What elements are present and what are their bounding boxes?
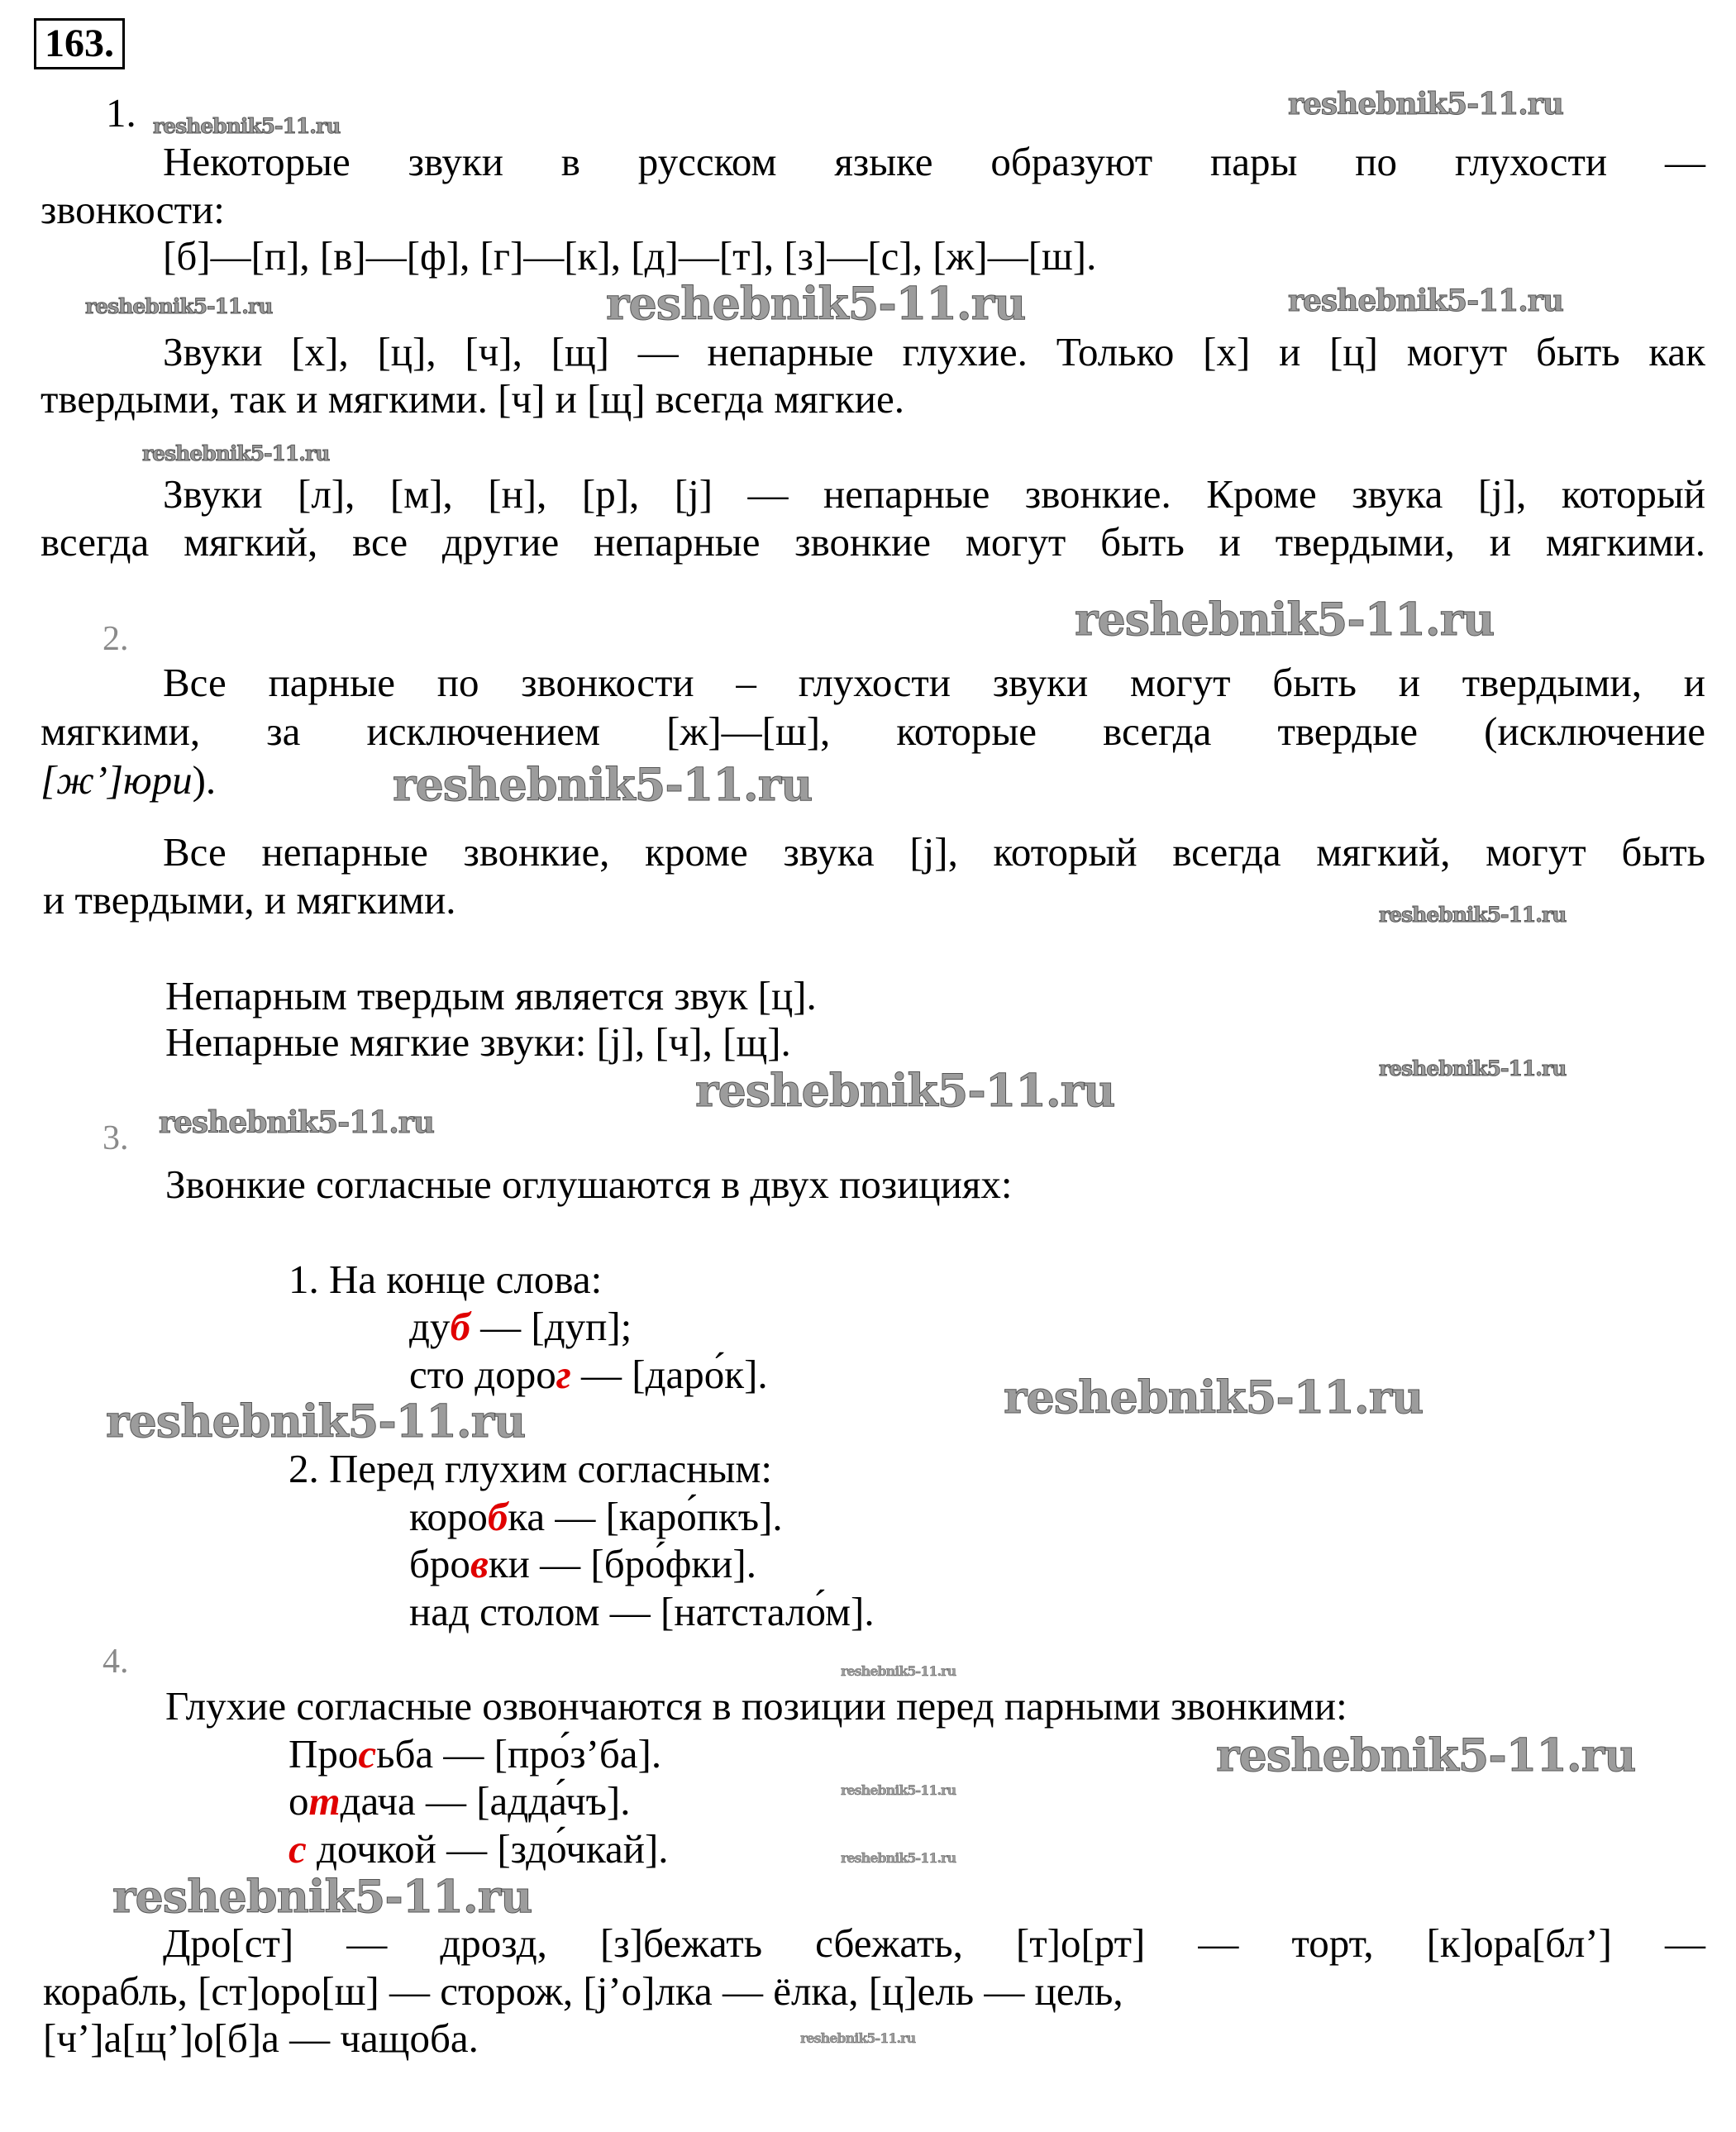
highlight-letter: т	[308, 1778, 341, 1824]
watermark: reshebnik5-11.ru	[1004, 1371, 1424, 1424]
watermark: reshebnik5-11.ru	[606, 277, 1026, 330]
paragraph-line: Все непарные звонкие, кроме звука [j], который всегда мягкий, могут быть	[163, 829, 1705, 875]
example	[289, 1731, 661, 1777]
text: ).	[192, 757, 217, 803]
section-number: 2.	[103, 620, 129, 658]
example	[409, 1589, 875, 1635]
watermark: reshebnik5-11.ru	[841, 1850, 956, 1866]
list-item-heading: 1. На конце слова:	[289, 1257, 603, 1302]
section-intro: Звонкие согласные оглушаются в двух позициях:	[165, 1161, 1013, 1207]
paragraph-line: всегда мягкий, все другие непарные звонкие могут быть и твердыми, и мягкими.	[41, 519, 1705, 565]
paragraph-line	[41, 757, 216, 804]
highlight-letter: б	[450, 1304, 470, 1349]
text: — [дуп];	[470, 1304, 632, 1349]
example	[409, 1494, 783, 1540]
text: ьба — [про́з’ба].	[376, 1731, 662, 1777]
watermark: reshebnik5-11.ru	[1075, 593, 1495, 646]
paragraph-line: твердыми, так и мягкими. [ч] и [щ] всегда мягкие.	[41, 376, 904, 422]
text: ки — [бро́фки].	[488, 1541, 756, 1586]
section-intro: Глухие согласные озвончаются в позиции перед парными звонкими:	[165, 1683, 1347, 1729]
watermark: reshebnik5-11.ru	[695, 1064, 1115, 1117]
highlight-letter: б	[487, 1494, 508, 1539]
text: — [даро́к].	[570, 1352, 768, 1397]
highlight-letter: в	[470, 1541, 489, 1586]
paragraph-line: Звуки [х], [ц], [ч], [щ] — непарные глухие. Только [х] и [ц] могут быть как	[163, 329, 1705, 374]
example	[289, 1826, 669, 1872]
watermark: reshebnik5-11.ru	[159, 1105, 434, 1140]
highlight-letter: с	[358, 1731, 377, 1777]
paragraph-line: Некоторые звуки в русском языке образуют пары по глухости —	[163, 139, 1705, 184]
paragraph-line: Дро[ст] — дрозд, [з]бежать сбежать, [т]о[рт] — торт, [к]ора[бл’] —	[163, 1920, 1705, 1966]
text: бро	[409, 1541, 470, 1586]
unpaired-soft: Непарные мягкие звуки: [j], [ч], [щ].	[165, 1019, 791, 1065]
watermark: reshebnik5-11.ru	[85, 294, 273, 318]
text: дача — [адда́чъ].	[340, 1778, 631, 1824]
paragraph-line: [ч’]а[щ’]о[б]а — чащоба.	[43, 2015, 479, 2061]
text: дочкой — [здо́чкай].	[306, 1826, 669, 1872]
example	[409, 1352, 768, 1398]
watermark: reshebnik5-11.ru	[800, 2030, 916, 2046]
exercise-number: 163.	[34, 18, 125, 69]
watermark: reshebnik5-11.ru	[393, 758, 813, 811]
list-item-heading: 2. Перед глухим согласным:	[289, 1446, 773, 1491]
watermark: reshebnik5-11.ru	[1379, 903, 1567, 927]
watermark: reshebnik5-11.ru	[841, 1782, 956, 1798]
watermark: reshebnik5-11.ru	[1379, 1056, 1567, 1080]
watermark: reshebnik5-11.ru	[142, 441, 330, 465]
highlight-letter: г	[556, 1352, 571, 1397]
paragraph-line: корабль, [ст]оро[ш] — сторож, [j’o]лка — ёлка, [ц]ель — цель,	[43, 1968, 1123, 2014]
watermark: reshebnik5-11.ru	[841, 1663, 956, 1679]
paragraph-line: Звуки [л], [м], [н], [р], [j] — непарные звонкие. Кроме звука [j], который	[163, 471, 1705, 517]
consonant-pairs: [б]—[п], [в]—[ф], [г]—[к], [д]—[т], [з]—[с], [ж]—[ш].	[163, 233, 1097, 279]
text: Про	[289, 1731, 359, 1777]
example	[289, 1778, 631, 1824]
paragraph-line: Все парные по звонкости – глухости звуки могут быть и твердыми, и	[163, 660, 1705, 705]
text: сто доро	[409, 1352, 556, 1397]
watermark: reshebnik5-11.ru	[1216, 1729, 1636, 1781]
text: о	[289, 1778, 309, 1824]
paragraph-line: и твердыми, и мягкими.	[43, 877, 456, 923]
unpaired-hard: Непарным твердым является звук [ц].	[165, 973, 817, 1018]
section-number: 1.	[106, 90, 136, 136]
example	[409, 1304, 632, 1350]
example	[409, 1541, 756, 1587]
highlight-letter: с	[289, 1826, 307, 1872]
section-number: 3.	[103, 1119, 129, 1157]
watermark: reshebnik5-11.ru	[153, 114, 341, 138]
section-number: 4.	[103, 1643, 129, 1681]
text: коро	[409, 1494, 488, 1539]
paragraph-line: мягкими, за исключением [ж]—[ш], которые всегда твердые (исключение	[41, 708, 1705, 754]
text: ду	[409, 1304, 451, 1349]
watermark: reshebnik5-11.ru	[1288, 87, 1563, 122]
watermark: reshebnik5-11.ru	[106, 1395, 526, 1448]
text: ка — [каро́пкъ].	[508, 1494, 783, 1539]
paragraph-line: звонкости:	[41, 187, 225, 232]
text: над столом — [натстало́м].	[409, 1589, 875, 1634]
watermark: reshebnik5-11.ru	[112, 1870, 532, 1923]
exception-word: [ж’]юри	[41, 757, 193, 803]
watermark: reshebnik5-11.ru	[1288, 284, 1563, 318]
